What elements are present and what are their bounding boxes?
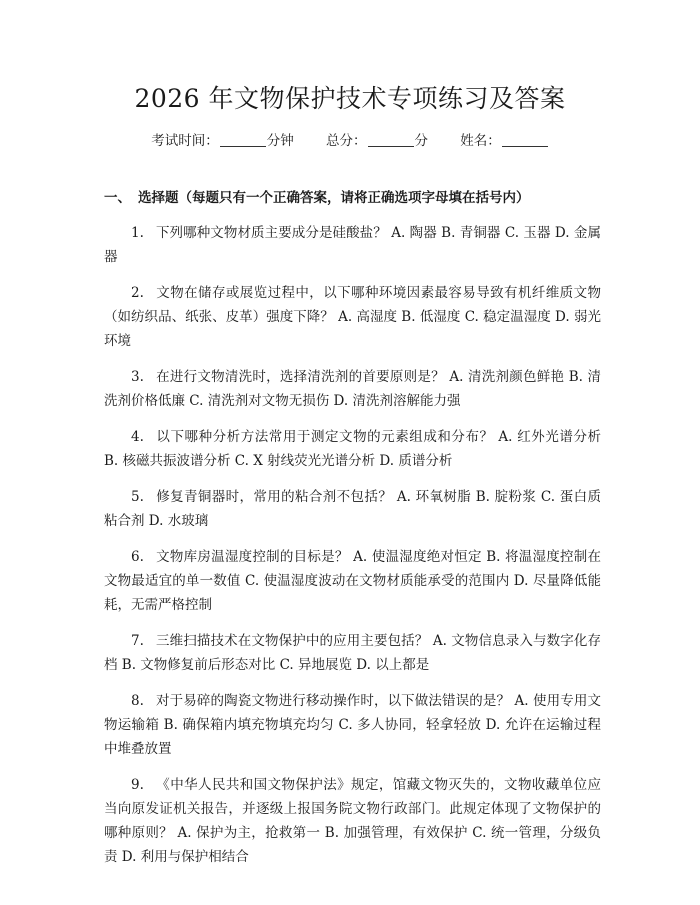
question-item <box>104 281 601 353</box>
question-text: 对于易碎的陶瓷文物进行移动操作时，以下做法错误的是？ A. 使用专用文物运输箱 B. 确保箱内填充物填充均匀 C. 多人协同，轻拿轻放 D. 允许在运输过程中堆叠放置 <box>104 693 601 757</box>
question-list <box>104 221 601 881</box>
question-item <box>104 425 601 473</box>
question-item <box>104 689 601 761</box>
exam-time-label: 考试时间： <box>151 133 219 149</box>
name-field <box>460 131 549 151</box>
question-text: 三维扫描技术在文物保护中的应用主要包括？ A. 文物信息录入与数字化存档 B. 文物修复前后形态对比 C. 异地展览 D. 以上都是 <box>104 633 601 673</box>
question-text: 以下哪种分析方法常用于测定文物的元素组成和分布？ A. 红外光谱分析 B. 核磁共振波谱分析 C. X 射线荧光光谱分析 D. 质谱分析 <box>104 429 601 469</box>
name-blank <box>502 132 548 147</box>
question-item <box>104 485 601 533</box>
question-number: 2. <box>131 285 144 301</box>
question-text: 文物在储存或展览过程中，以下哪种环境因素最容易导致有机纤维质文物（如纺织品、纸张、皮革）强度下降？ A. 高湿度 B. 低湿度 C. 稳定温湿度 D. 弱光环境 <box>104 285 601 349</box>
question-item <box>104 773 601 869</box>
total-score-field <box>326 131 428 151</box>
section-title: 选择题（每题只有一个正确答案，请将正确选项字母填在括号内） <box>138 190 530 206</box>
section-number: 一、 <box>104 190 131 206</box>
question-number: 9. <box>131 777 144 793</box>
question-number: 7. <box>131 633 144 649</box>
exam-time-unit: 分钟 <box>266 133 294 149</box>
exam-time-field <box>151 131 294 151</box>
question-number: 4. <box>131 429 144 445</box>
question-item <box>104 629 601 677</box>
exam-time-blank <box>220 132 266 147</box>
question-number: 5. <box>131 489 144 505</box>
question-text: 下列哪种文物材质主要成分是硅酸盐？ A. 陶器 B. 青铜器 C. 玉器 D. 金属器 <box>104 225 601 265</box>
total-score-unit: 分 <box>414 133 428 149</box>
question-item <box>104 545 601 617</box>
page-title: 2026 年文物保护技术专项练习及答案 <box>134 84 566 113</box>
exam-info-line <box>0 131 700 151</box>
question-text: 《中华人民共和国文物保护法》规定，馆藏文物灭失的，文物收藏单位应当向原发证机关报告，并逐级上报国务院文物行政部门。此规定体现了文物保护的哪种原则？ A. 保护为主，抢救第一 B. 加强管理，有效保护 C. 统一管理，分级负责 D. 利用与保护相结合 <box>104 777 601 865</box>
question-text: 修复青铜器时，常用的粘合剂不包括？ A. 环氧树脂 B. 腚粉浆 C. 蛋白质粘合剂 D. 水玻璃 <box>104 489 601 529</box>
question-text: 在进行文物清洗时，选择清洗剂的首要原则是？ A. 清洗剂颜色鲜艳 B. 清洗剂价格低廉 C. 清洗剂对文物无损伤 D. 清洗剂溶解能力强 <box>104 369 601 409</box>
total-score-label: 总分： <box>326 133 367 149</box>
name-label: 姓名： <box>460 133 501 149</box>
question-item <box>104 365 601 413</box>
section-heading <box>104 188 624 208</box>
question-number: 3. <box>131 369 144 385</box>
total-score-blank <box>368 132 414 147</box>
question-number: 1. <box>131 225 144 241</box>
question-number: 6. <box>131 549 144 565</box>
question-text: 文物库房温湿度控制的目标是？ A. 使温湿度绝对恒定 B. 将温湿度控制在文物最适宜的单一数值 C. 使温湿度波动在文物材质能承受的范围内 D. 尽量降低能耗，无需严格控制 <box>104 549 601 613</box>
question-number: 8. <box>131 693 144 709</box>
question-item <box>104 221 601 269</box>
